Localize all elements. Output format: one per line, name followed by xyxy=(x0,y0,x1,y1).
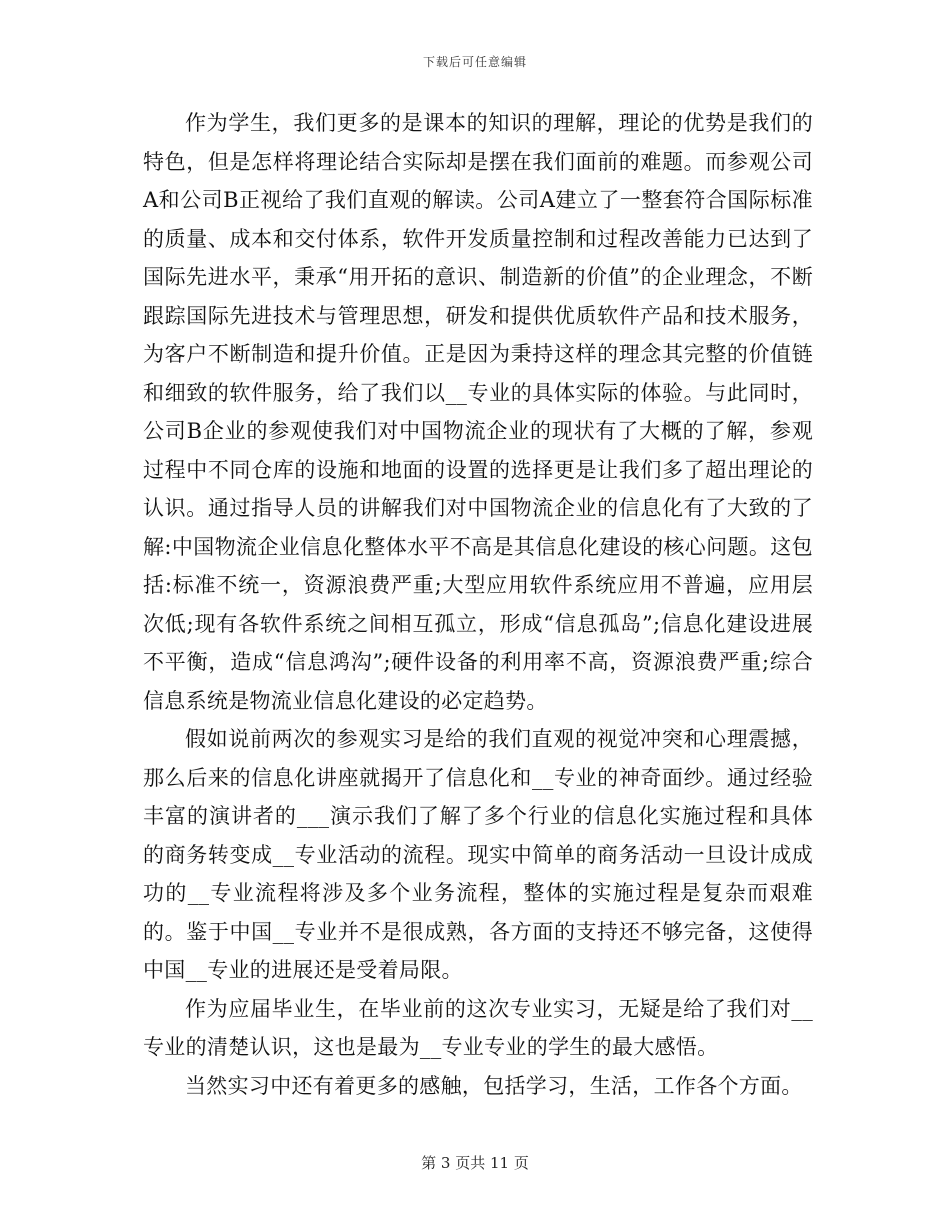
paragraph-informatization-lecture: 假如说前两次的参观实习是给的我们直观的视觉冲突和心理震撼，那么后来的信息化讲座就揭开了信息化和__专业的神奇面纱。通过经验丰富的演讲者的___演示我们了解了多个行业的信息化实施过程和具体的商务转变成__专业活动的流程。现实中简单的商务活动一旦设计成成功的__专业流程将涉及多个业务流程，整体的实施过程是复杂而艰难的。鉴于中国__专业并不是很成熟，各方面的支持还不够完备，这使得中国__专业的进展还是受着局限。 xyxy=(143,727,813,982)
paragraph-closing: 当然实习中还有着更多的感触，包括学习，生活，工作各个方面。 xyxy=(185,1073,803,1098)
page-number-footer: 第 3 页共 11 页 xyxy=(421,1154,529,1172)
paragraph-graduate-reflection: 作为应届毕业生，在毕业前的这次专业实习，无疑是给了我们对__专业的清楚认识，这也是最为__专业专业的学生的最大感悟。 xyxy=(143,996,813,1059)
page-header: 下载后可任意编辑 xyxy=(422,55,527,69)
document-body xyxy=(143,104,813,1105)
paragraph-company-visits: 作为学生，我们更多的是课本的知识的理解，理论的优势是我们的特色，但是怎样将理论结合实际却是摆在我们面前的难题。而参观公司A和公司B正视给了我们直观的解读。公司A建立了一整套符合国际标准的质量、成本和交付体系，软件开发质量控制和过程改善能力已达到了国际先进水平，秉承“用开拓的意识、制造新的价值”的企业理念，不断跟踪国际先进技术与管理思想，研发和提供优质软件产品和技术服务，为客户不断制造和提升价值。正是因为秉持这样的理念其完整的价值链和细致的软件服务，给了我们以__专业的具体实际的体验。与此同时，公司B企业的参观使我们对中国物流企业的现状有了大概的了解，参观过程中不同仓库的设施和地面的设置的选择更是让我们多了超出理论的认识。通过指导人员的讲解我们对中国物流企业的信息化有了大致的了解:中国物流企业信息化整体水平不高是其信息化建设的核心问题。这包括:标准不统一，资源浪费严重;大型应用软件系统应用不普遍，应用层次低;现有各软件系统之间相互孤立，形成“信息孤岛”;信息化建设进展不平衡，造成“信息鸿沟”;硬件设备的利用率不高，资源浪费严重;综合信息系统是物流业信息化建设的必定趋势。 xyxy=(143,111,813,713)
